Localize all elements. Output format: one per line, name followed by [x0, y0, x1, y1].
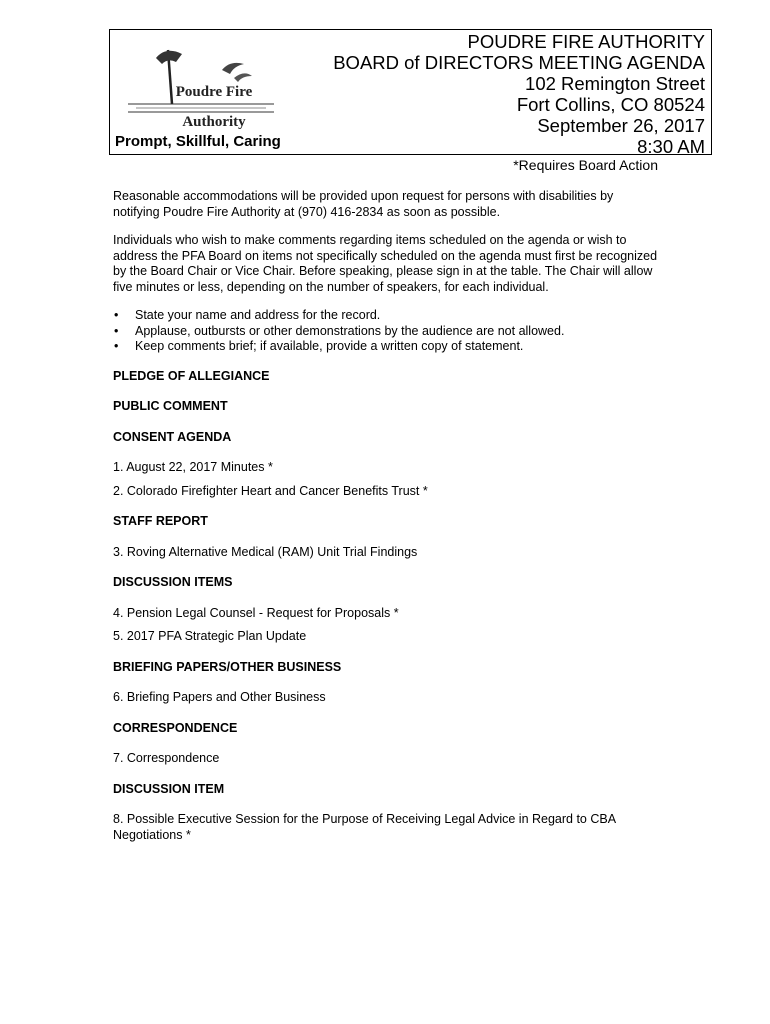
- section-heading: CONSENT AGENDA: [113, 429, 232, 444]
- section-correspondence: [113, 721, 658, 767]
- city-state-zip: Fort Collins, CO 80524: [516, 94, 705, 115]
- accommodations-paragraph: Reasonable accommodations will be provided upon request for persons with disabilities by notifying Poudre Fire Authority at (970) 416-2834 as soon as possible.: [113, 189, 614, 219]
- section-discussion-items: [113, 575, 658, 645]
- agenda-item: 2. Colorado Firefighter Heart and Cancer Benefits Trust *: [113, 483, 428, 498]
- comment-rules-list: [113, 308, 658, 355]
- meeting-info: [333, 31, 705, 157]
- tagline: Prompt, Skillful, Caring: [115, 133, 281, 150]
- list-item: • Applause, outbursts or other demonstrations by the audience are not allowed.: [113, 324, 658, 340]
- logo-text-line2: Authority: [182, 114, 246, 130]
- section-heading: DISCUSSION ITEMS: [113, 575, 233, 589]
- agenda-item: 3. Roving Alternative Medical (RAM) Unit Trial Findings: [113, 544, 418, 559]
- agenda-item: 1. August 22, 2017 Minutes *: [113, 460, 273, 474]
- requires-board-action-note: *Requires Board Action: [513, 157, 658, 173]
- street-address: 102 Remington Street: [525, 73, 705, 94]
- section-heading: DISCUSSION ITEM: [113, 781, 225, 796]
- section-pledge: [113, 369, 658, 385]
- section-heading: PUBLIC COMMENT: [113, 399, 228, 413]
- section-heading: BRIEFING PAPERS/OTHER BUSINESS: [113, 659, 342, 674]
- section-consent-agenda: [113, 430, 658, 500]
- agenda-item: 5. 2017 PFA Strategic Plan Update: [113, 629, 307, 643]
- meeting-title: BOARD of DIRECTORS MEETING AGENDA: [333, 52, 705, 73]
- list-item: • State your name and address for the record.: [113, 308, 658, 324]
- agenda-body: [113, 189, 658, 858]
- agenda-item: 6. Briefing Papers and Other Business: [113, 690, 326, 704]
- agenda-header: [109, 29, 712, 155]
- agenda-item: 8. Possible Executive Session for the Purpose of Receiving Legal Advice in Regard to CBA Negotiations *: [113, 812, 616, 842]
- section-discussion-item: [113, 782, 658, 844]
- meeting-date: September 26, 2017: [537, 115, 705, 136]
- list-item: • Keep comments brief; if available, provide a written copy of statement.: [113, 339, 658, 355]
- public-comment-paragraph: Individuals who wish to make comments regarding items scheduled on the agenda or wish to address the PFA Board on items not specifically scheduled on the agenda must first be recognized by the Board Chair or Vice Chair. Before speaking, please sign in at the table. The Chair will allow five minutes or less, depending on the number of speakers, for each individual.: [113, 233, 658, 294]
- agenda-item: 7. Correspondence: [113, 751, 220, 765]
- meeting-time: 8:30 AM: [637, 136, 705, 157]
- section-public-comment: [113, 399, 658, 415]
- section-heading: STAFF REPORT: [113, 514, 208, 528]
- section-briefing-papers: [113, 660, 658, 706]
- agenda-item: 4. Pension Legal Counsel - Request for Proposals *: [113, 605, 399, 620]
- section-heading: CORRESPONDENCE: [113, 720, 238, 735]
- section-heading: PLEDGE OF ALLEGIANCE: [113, 368, 270, 383]
- org-name: POUDRE FIRE AUTHORITY: [467, 31, 705, 52]
- section-staff-report: [113, 514, 658, 560]
- poudre-fire-authority-logo: [126, 42, 276, 132]
- logo-text-line1: Poudre Fire: [175, 84, 253, 100]
